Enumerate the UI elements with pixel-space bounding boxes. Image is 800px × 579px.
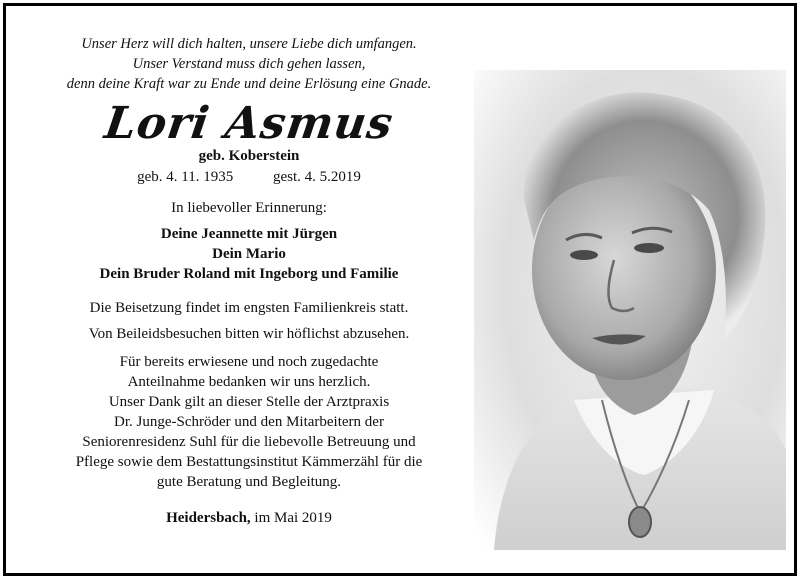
mourner-line: Dein Bruder Roland mit Ingeborg und Familie [99, 266, 399, 282]
mourner-line: Deine Jeannette mit Jürgen [160, 226, 338, 242]
mourners-list [14, 224, 484, 284]
place-name: Heidersbach, [166, 510, 251, 526]
memory-heading: In liebevoller Erinnerung: [171, 200, 327, 216]
thanks-line: Für bereits erwiesene und noch zugedachte [119, 354, 379, 370]
notice-date: im Mai 2019 [254, 510, 332, 526]
gratitude-line: gute Beratung und Begleitung. [156, 474, 342, 490]
life-dates [14, 166, 484, 188]
gratitude-notice [14, 392, 484, 492]
thanks-line: Anteilnahme bedanken wir uns herzlich. [127, 374, 371, 390]
birth-date: geb. 4. 11. 1935 [137, 169, 234, 185]
visits-notice: Von Beileidsbesuchen bitten wir höflichst abzusehen. [88, 326, 410, 342]
deceased-name: Lori Asmus [101, 98, 397, 149]
death-date: gest. 4. 5.2019 [272, 169, 361, 185]
mourner-line: Dein Mario [212, 246, 286, 262]
memorial-verse [14, 34, 484, 94]
verse-line: Unser Verstand muss dich gehen lassen, [132, 56, 366, 72]
gratitude-line: Unser Dank gilt an dieser Stelle der Arztpraxis [108, 394, 390, 410]
gratitude-line: Pflege sowie dem Bestattungsinstitut Kämmerzähl für die [75, 454, 423, 470]
notice-text [14, 18, 484, 528]
verse-line: Unser Herz will dich halten, unsere Liebe dich umfangen. [81, 36, 417, 52]
gratitude-line: Seniorenresidenz Suhl für die liebevolle Betreuung und [82, 434, 416, 450]
thanks-notice [14, 352, 484, 392]
place-date [14, 508, 484, 528]
portrait-photo [474, 70, 786, 550]
maiden-name: geb. Koberstein [198, 148, 300, 164]
gratitude-line: Dr. Junge-Schröder und den Mitarbeitern der [114, 414, 384, 430]
burial-notice: Die Beisetzung findet im engsten Familienkreis statt. [89, 300, 409, 316]
verse-line: denn deine Kraft war zu Ende und deine Erlösung eine Gnade. [66, 76, 432, 92]
